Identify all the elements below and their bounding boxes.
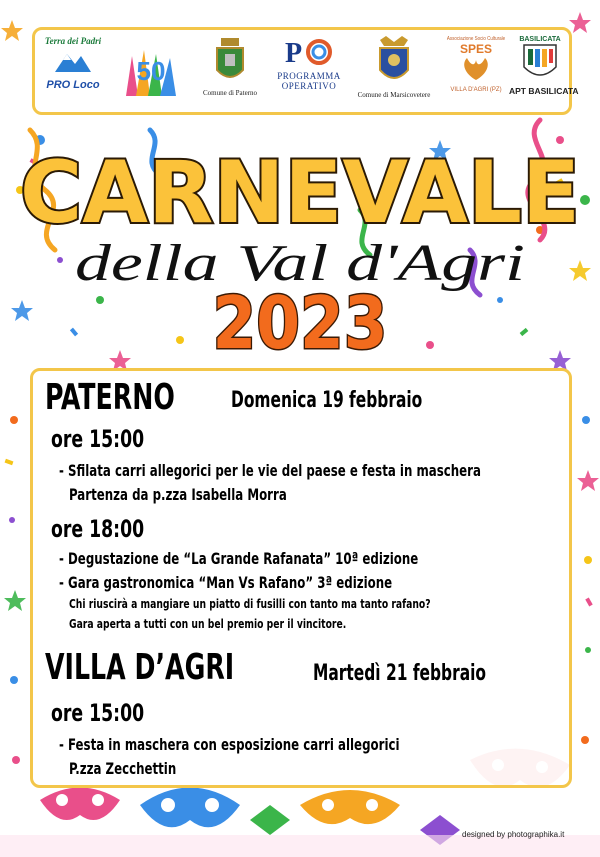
hands-50-icon — [118, 36, 184, 102]
apt-caption: APT BASILICATA — [509, 86, 579, 96]
paterno-activity-3: - Gara gastronomica “Man Vs Rafano” 3ª edizione — [59, 573, 393, 592]
title-subtitle: della Val d'Agri — [75, 235, 525, 292]
spes-place: VILLA D'AGRI (PZ) — [450, 87, 502, 93]
paterno-activity-1: - Sfilata carri allegorici per le vie del paese e festa in maschera — [59, 461, 481, 480]
basilicata-top-text: BASILICATA — [519, 36, 561, 43]
villa-place: VILLA D’AGRI — [45, 647, 235, 688]
paterno-caption: Comune di Paterno — [202, 89, 258, 97]
svg-text:50: 50 — [136, 56, 166, 86]
svg-text:P: P — [285, 38, 303, 66]
paterno-activity-2: - Degustazione de “La Grande Rafanata” 10ª edizione — [59, 549, 419, 568]
apt-logo — [509, 36, 579, 96]
paterno-time-2: ore 18:00 — [51, 515, 145, 543]
villa-activity-1-location: P.zza Zecchettin — [69, 759, 177, 778]
villa-date: Martedì 21 febbraio — [313, 661, 487, 686]
paterno-time-1: ore 15:00 — [51, 425, 145, 453]
proloco-logo — [41, 36, 105, 91]
programma-line2: OPERATIVO — [281, 81, 337, 91]
title-block — [0, 120, 600, 360]
basilicata-shield-icon — [520, 43, 560, 81]
program-box — [30, 368, 572, 788]
marsicovetere-caption: Comune di Marsicovetere — [357, 91, 431, 99]
marsicovetere-logo — [349, 36, 439, 99]
marsicovetere-crest-icon — [374, 36, 414, 86]
villa-activity-1: - Festa in maschera con esposizione carri allegorici — [59, 735, 400, 754]
paterno-note-1: Chi riuscirà a mangiare un piatto di fusilli con tanto ma tanto rafano? — [69, 596, 431, 611]
villa-time-1: ore 15:00 — [51, 699, 145, 727]
mountain-icon — [53, 46, 93, 74]
designer-credit: designed by photographika.it — [462, 830, 565, 839]
paterno-logo — [193, 36, 267, 97]
paterno-note-2: Gara aperta a tutti con un bel premio per il vincitore. — [69, 616, 347, 631]
title-year: 2023 — [212, 281, 388, 360]
spes-logo — [443, 36, 509, 93]
programma-line1: PROGRAMMA — [277, 71, 341, 81]
paterno-activity-1-location: Partenza da p.zza Isabella Morra — [69, 485, 287, 504]
logo-strip — [32, 27, 579, 115]
po-icon — [279, 36, 339, 66]
proloco-top-text: Terra dei Padri — [44, 36, 102, 46]
anniversary-logo — [117, 36, 185, 107]
proloco-bottom-text: PRO Loco — [46, 79, 100, 91]
paterno-date: Domenica 19 febbraio — [231, 388, 423, 413]
paterno-crest-icon — [213, 36, 247, 84]
phoenix-icon — [459, 56, 493, 82]
title-main: CARNEVALE — [20, 143, 580, 243]
spes-arc-text: Associazione Socio Culturale — [446, 36, 506, 42]
spes-name: SPES — [459, 42, 492, 56]
programma-logo — [271, 36, 347, 91]
paterno-place: PATERNO — [45, 377, 175, 418]
